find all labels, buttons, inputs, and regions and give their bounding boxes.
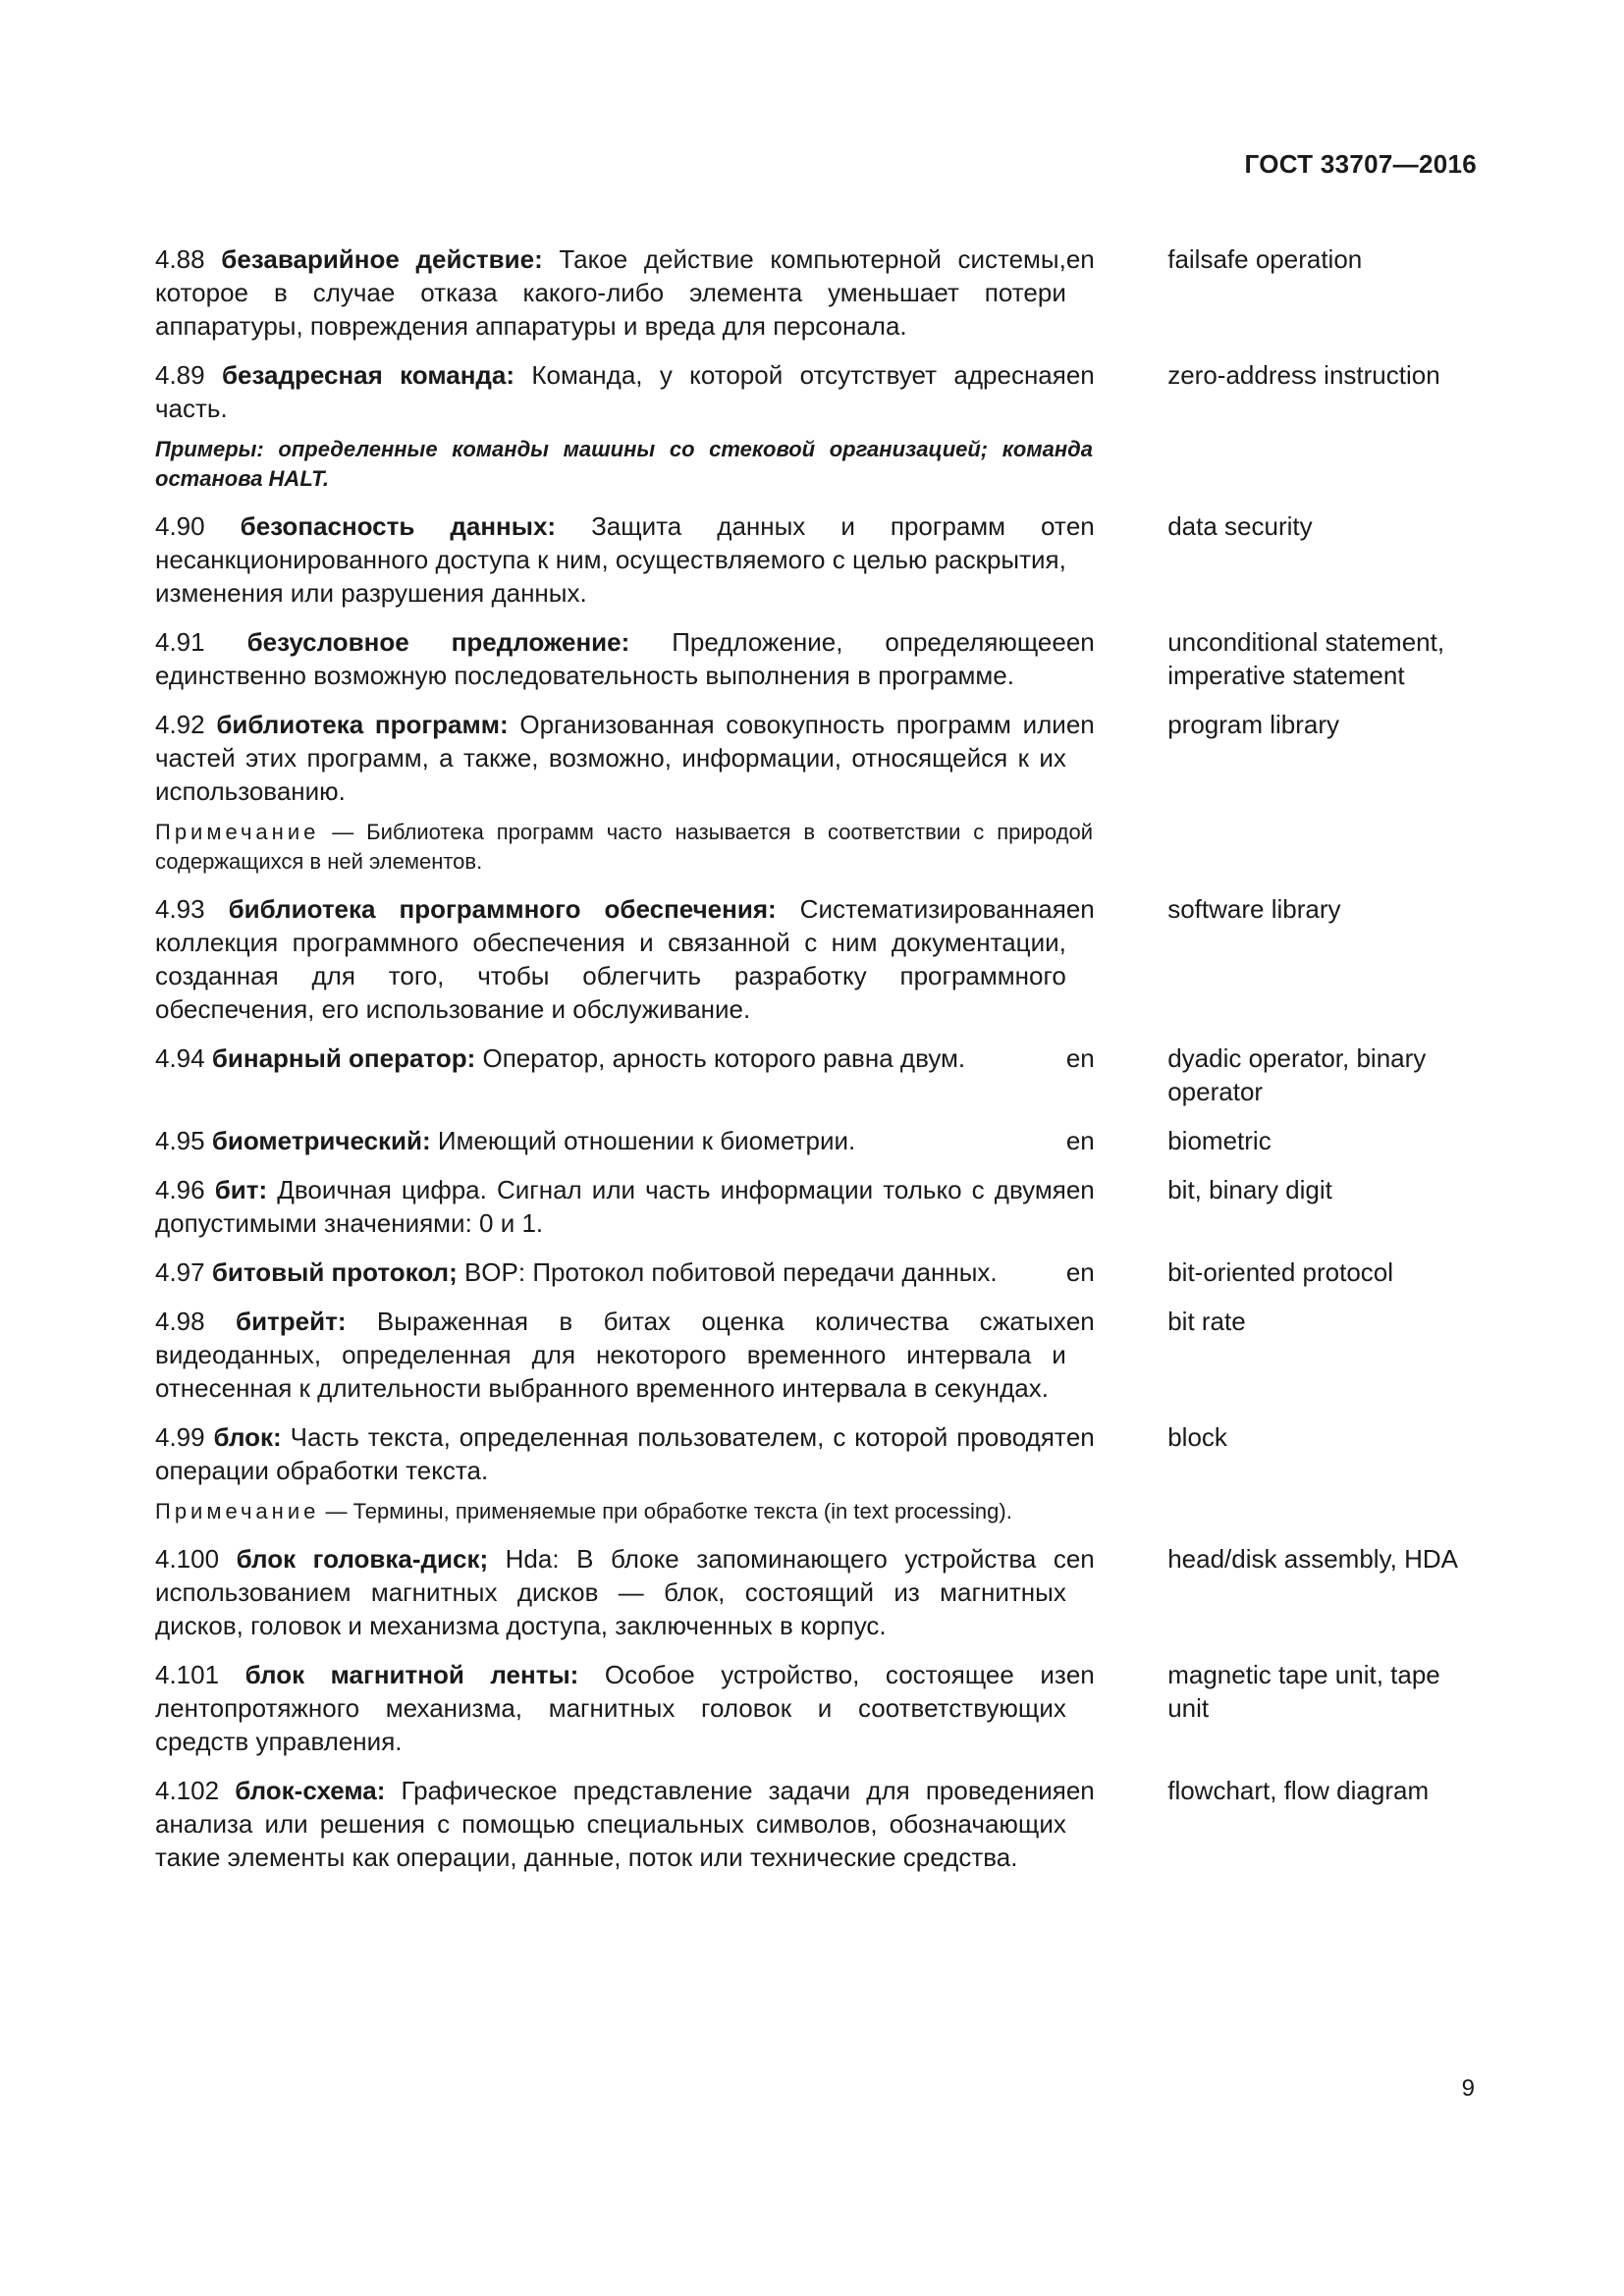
term-definition (155, 625, 1066, 692)
english-equivalent: bit-oriented protocol (1167, 1257, 1394, 1287)
term-number: 4.90 (155, 511, 205, 541)
term-name: битрейт: (236, 1307, 347, 1336)
term-definition (155, 1255, 1066, 1289)
english-equivalent: software library (1167, 894, 1341, 924)
term-number: 4.100 (155, 1544, 220, 1574)
english-equivalent: block (1167, 1422, 1227, 1452)
definition-text: Часть текста, определенная пользователем, с которой проводят операции обработки текста. (155, 1422, 1066, 1485)
term-name: библиотека программ: (216, 710, 509, 739)
term-entry (155, 1173, 1477, 1240)
term-entry (155, 1255, 1477, 1289)
term-name: безаварийное действие: (221, 244, 543, 274)
term-number: 4.99 (155, 1422, 205, 1452)
definition-text: Графическое представление задачи для проведения анализа или решения с помощью специальных символов, обозначающих такие элементы как операции, данные, поток или технические средства. (155, 1776, 1066, 1872)
language-code: en (1065, 1660, 1095, 1689)
term-number: 4.88 (155, 244, 205, 274)
english-equivalent: dyadic operator, binary operator (1167, 1043, 1427, 1106)
english-equivalent: data security (1167, 511, 1313, 541)
note-text (155, 1497, 1093, 1526)
english-equivalent: unconditional statement, imperative statement (1167, 627, 1445, 690)
term-name: биометрический: (211, 1126, 431, 1155)
term-name: блок-схема: (235, 1776, 386, 1805)
document-header: ГОСТ 33707—2016 (1244, 149, 1477, 179)
definition-text: Систематизированная коллекция программного обеспечения и связанной с ним документации, созданная для того, чтобы облегчить разработку программного обеспечения, его использование и обслуживание. (155, 894, 1066, 1024)
language-code: en (1065, 894, 1095, 924)
term-number: 4.93 (155, 894, 205, 924)
term-name: библиотека программного обеспечения: (228, 894, 777, 924)
language-code: en (1065, 1043, 1095, 1073)
english-equivalent: failsafe operation (1167, 244, 1363, 274)
language-code: en (1065, 710, 1095, 739)
definition-text: Протокол побитовой передачи данных. (525, 1257, 998, 1287)
definition-text: Особое устройство, состоящее из лентопротяжного механизма, магнитных головок и соответствующих средств управления. (155, 1660, 1066, 1756)
term-number: 4.101 (155, 1660, 220, 1689)
language-code: en (1065, 627, 1095, 657)
term-definition (155, 1420, 1066, 1487)
term-name: битовый протокол; (211, 1257, 458, 1287)
term-abbreviation: Hda: (488, 1544, 560, 1574)
english-equivalent: program library (1167, 710, 1340, 739)
term-definition (155, 358, 1066, 425)
term-definition (155, 1542, 1066, 1642)
term-number: 4.91 (155, 627, 205, 657)
term-entry (155, 625, 1477, 692)
term-name: блок: (213, 1422, 282, 1452)
term-name: блок головка-диск; (236, 1544, 489, 1574)
note-label: Примечание (155, 1499, 320, 1523)
definition-text: Двоичная цифра. Сигнал или часть информации только с двумя допустимыми значениями: 0 и 1. (155, 1175, 1066, 1238)
english-equivalent: biometric (1167, 1126, 1272, 1155)
term-entry (155, 358, 1477, 425)
term-definition (155, 1658, 1066, 1758)
term-name: бит: (214, 1175, 268, 1204)
term-definition (155, 1041, 1066, 1075)
note-text (155, 818, 1093, 877)
term-entry (155, 1124, 1477, 1157)
term-name: безопасность данных: (240, 511, 557, 541)
term-name: безадресная команда: (221, 360, 515, 390)
term-number: 4.98 (155, 1307, 205, 1336)
page-number: 9 (1461, 2075, 1475, 2102)
term-number: 4.92 (155, 710, 205, 739)
language-code: en (1065, 1175, 1095, 1204)
language-code: en (1065, 1126, 1095, 1155)
definition-text: Защита данных и программ от несанкционированного доступа к ним, осуществляемого с целью раскрытия, изменения или разрушения данных. (155, 511, 1066, 608)
english-equivalent: head/disk assembly, HDA (1167, 1544, 1458, 1574)
term-entry (155, 1658, 1477, 1758)
term-entry (155, 892, 1477, 1026)
note-body: — Библиотека программ часто называется в соответствии с природой содержащихся в ней элементов. (155, 820, 1093, 874)
definition-text: Предложение, определяющее единственно возможную последовательность выполнения в программе. (155, 627, 1066, 690)
language-code: en (1065, 511, 1095, 541)
term-entry (155, 509, 1477, 610)
terms-list (155, 242, 1477, 1890)
term-entry (155, 242, 1477, 343)
definition-text: Такое действие компьютерной системы, которое в случае отказа какого-либо элемента уменьшает потери аппаратуры, повреждения аппаратуры и вреда для персонала. (155, 244, 1066, 341)
term-number: 4.97 (155, 1257, 205, 1287)
term-abbreviation: BOP: (457, 1257, 526, 1287)
term-definition (155, 1173, 1066, 1240)
term-definition (155, 509, 1066, 610)
term-number: 4.89 (155, 360, 205, 390)
english-equivalent: bit rate (1167, 1307, 1246, 1336)
definition-text: В блоке запоминающего устройства с использованием магнитных дисков — блок, состоящий из магнитных дисков, головок и механизма доступа, заключенных в корпус. (155, 1544, 1066, 1640)
term-entry (155, 1542, 1477, 1642)
definition-text: Выраженная в битах оценка количества сжатых видеоданных, определенная для некоторого временного интервала и отнесенная к длительности выбранного временного интервала в секундах. (155, 1307, 1066, 1403)
note-label: Примечание (155, 820, 320, 844)
language-code: en (1065, 1422, 1095, 1452)
language-code: en (1065, 1257, 1095, 1287)
english-equivalent: bit, binary digit (1167, 1175, 1332, 1204)
english-equivalent: magnetic tape unit, tape unit (1167, 1660, 1440, 1723)
definition-text: Команда, у которой отсутствует адресная часть. (155, 360, 1066, 423)
term-number: 4.102 (155, 1776, 220, 1805)
term-definition (155, 1124, 1066, 1157)
term-number: 4.94 (155, 1043, 205, 1073)
term-number: 4.95 (155, 1126, 205, 1155)
term-number: 4.96 (155, 1175, 205, 1204)
term-entry (155, 1305, 1477, 1405)
term-entry (155, 708, 1477, 808)
definition-text: Организованная совокупность программ или частей этих программ, а также, возможно, информации, относящейся к их использованию. (155, 710, 1066, 806)
language-code: en (1065, 1544, 1095, 1574)
english-equivalent: flowchart, flow diagram (1167, 1776, 1430, 1805)
example-text: Примеры: определенные команды машины со стековой организацией; команда останова HALT. (155, 437, 1093, 491)
term-name: безусловное предложение: (246, 627, 630, 657)
language-code: en (1065, 244, 1095, 274)
english-equivalent: zero-address instruction (1167, 360, 1440, 390)
term-entry (155, 1774, 1477, 1874)
language-code: en (1065, 1776, 1095, 1805)
language-code: en (1065, 360, 1095, 390)
term-name: бинарный оператор: (211, 1043, 476, 1073)
language-code: en (1065, 1307, 1095, 1336)
term-entry (155, 1420, 1477, 1487)
term-definition (155, 1305, 1066, 1405)
term-entry (155, 1041, 1477, 1108)
term-name: блок магнитной ленты: (244, 1660, 579, 1689)
term-definition (155, 892, 1066, 1026)
note-body: — Термины, применяемые при обработке текста (in text processing). (319, 1499, 1012, 1523)
definition-text: Имеющий отношении к биометрии. (430, 1126, 856, 1155)
term-definition (155, 1774, 1066, 1874)
term-definition (155, 708, 1066, 808)
definition-text: Оператор, арность которого равна двум. (475, 1043, 966, 1073)
term-definition (155, 242, 1066, 343)
